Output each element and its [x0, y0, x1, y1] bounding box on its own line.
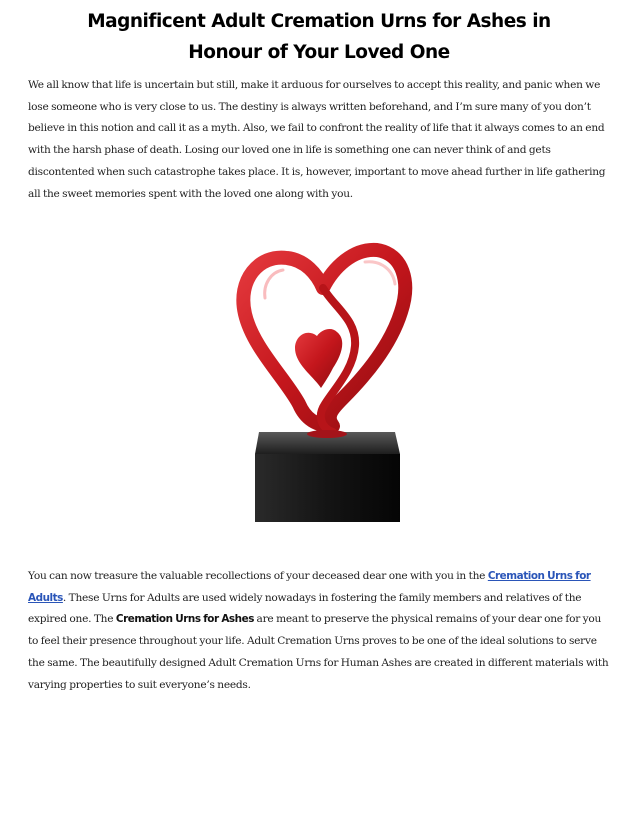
- heart-urn-icon: [225, 228, 415, 528]
- urns-paragraph-text-1: You can now treasure the valuable recollections of your deceased dear one with you in the: [28, 570, 488, 582]
- cremation-urns-for-adults-link[interactable]: Cremation Urns for Adults: [28, 570, 591, 604]
- urns-paragraph: [28, 566, 612, 696]
- urns-paragraph-text-2: . These Urns for Adults are used widely nowadays in fostering the family members and relatives of the expired one. The: [28, 591, 582, 626]
- page-title: [40, 6, 598, 68]
- urns-paragraph-text-3: are meant to preserve the physical remains of your dear one for you to feel their presence throughout your life. Adult Cremation Urns proves to be one of the ideal solutions to serve the same. The beautifully designed Adult Cremation Urns for Human Ashes are created in different materials with varying properties to suit everyone’s needs.: [28, 613, 609, 691]
- intro-paragraph: We all know that life is uncertain but still, make it arduous for ourselves to accept this reality, and panic when we lose someone who is very close to us. The destiny is always written beforehand, and I’m sure many of you don’t believe in this notion and call it as a myth. Also, we fail to confront the reality of life that it always comes to an end with the harsh phase of death. Losing our loved one in life is something one can never think of and gets discontented when such catastrophe takes place. It is, however, important to move ahead further in life gathering all the sweet memories spent with the loved one along with you.: [28, 79, 606, 200]
- cremation-urns-for-ashes-term: Cremation Urns for Ashes: [115, 613, 254, 626]
- title-line-2: Honour of Your Loved One: [188, 42, 450, 63]
- heart-urn-image: [225, 228, 415, 528]
- title-line-1: Magnificent Adult Cremation Urns for Ashes in: [87, 11, 551, 32]
